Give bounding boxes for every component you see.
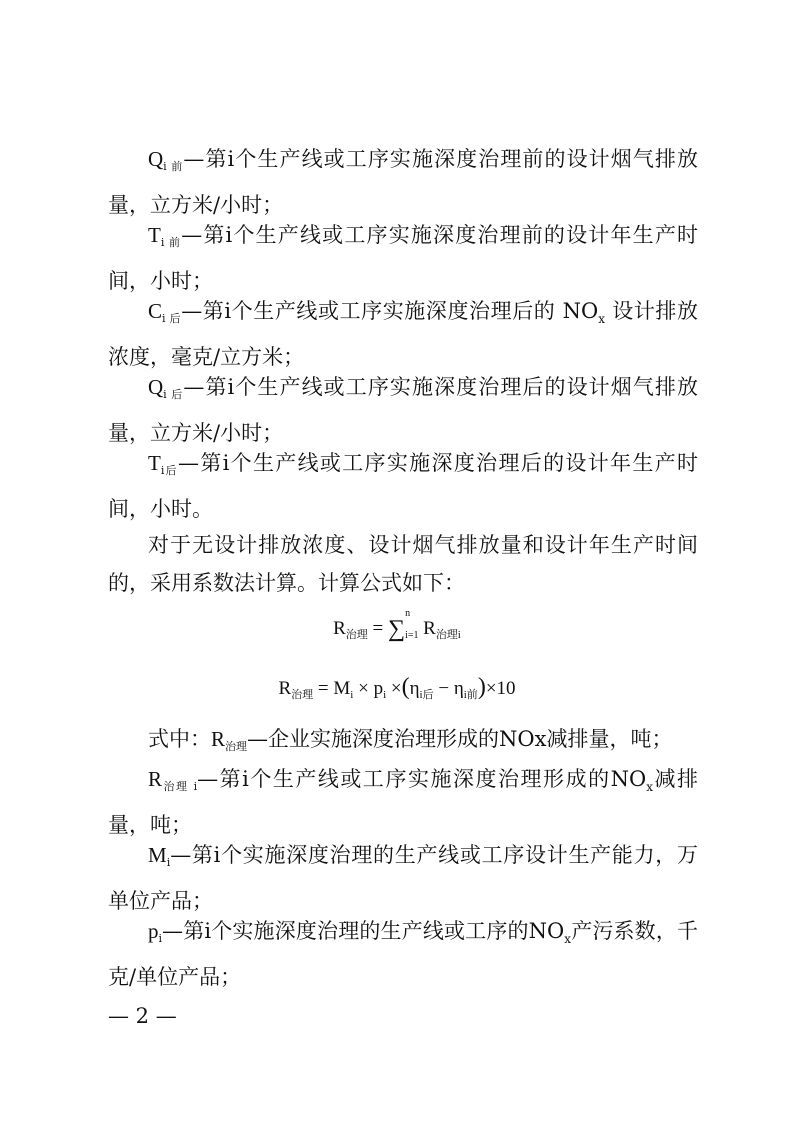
formula-lhs: R [333, 618, 346, 639]
symbol-subscript: i [158, 932, 163, 945]
formula-tail: ×10 [485, 678, 516, 699]
formula-p-subscript: i [383, 689, 387, 701]
formula-m-subscript: i [350, 689, 354, 701]
definition-text: —第i个生产线或工序实施深度治理前的设计烟气排放量，立方米/小时； [108, 147, 698, 217]
nox-subscript: x [598, 312, 605, 326]
formula-times: × [390, 678, 402, 699]
definition-t-before [108, 216, 698, 300]
summation-sign: ∑ [388, 616, 406, 642]
formula-equals: = [317, 678, 329, 699]
definition-text: —企业实施深度治理形成的NOx减排量，吨； [247, 727, 673, 751]
formula-minus: − [438, 678, 450, 699]
definition-c-after [108, 292, 698, 376]
definition-q-after [108, 368, 698, 452]
definition-text-tail: 减排量，吨； [108, 767, 698, 837]
symbol-t: T [148, 451, 161, 475]
formula-lhs-subscript: 治理 [291, 689, 314, 701]
symbol-subscript: i 后 [163, 388, 184, 401]
coefficient-method-intro: 对于无设计排放浓度、设计烟气排放量和设计年生产时间的，采用系数法计算。计算公式如下： [108, 533, 698, 595]
symbol-m: M [148, 843, 167, 867]
symbol-c: C [148, 299, 163, 323]
summation-limits [405, 607, 419, 641]
formula-reduction [0, 674, 794, 702]
symbol-subscript: 治理 i [162, 780, 198, 793]
symbol-q: Q [148, 375, 164, 399]
formula-right-paren: ) [477, 674, 486, 700]
formula-rhs: R [423, 618, 436, 639]
formula-times: × [358, 678, 369, 699]
formula-lhs: R [278, 678, 292, 699]
definition-t-after [108, 444, 698, 528]
formula-eta-after-subscript: i后 [419, 689, 434, 701]
definition-text: —第i个实施深度治理的生产线或工序的NO [162, 919, 565, 943]
summation-upper: n [405, 607, 411, 619]
symbol-q: Q [148, 147, 164, 171]
symbol-t: T [148, 223, 161, 247]
definition-text: —第i个生产线或工序实施深度治理形成的NO [197, 767, 647, 791]
definition-q-before [108, 140, 698, 224]
symbol-subscript: i [166, 856, 171, 869]
definition-text: —第i个生产线或工序实施深度治理后的 NO [181, 299, 599, 323]
formula-equals: = [372, 618, 384, 639]
symbol-subscript: i 前 [160, 236, 182, 249]
symbol-r: R [211, 727, 226, 751]
where-prefix: 式中： [148, 727, 211, 751]
formula-rhs-subscript: 治理i [435, 629, 461, 641]
definition-text: —第i个生产线或工序实施深度治理后的设计烟气排放量，立方米/小时； [108, 375, 698, 445]
formula-left-paren: ( [401, 674, 410, 700]
nox-subscript: x [646, 780, 653, 794]
formula-p: p [373, 678, 384, 699]
definition-text: —第i个生产线或工序实施深度治理后的设计年生产时间，小时。 [108, 451, 698, 521]
summation-lower: i=1 [405, 629, 419, 641]
formula-m: M [333, 678, 351, 699]
symbol-subscript: i 后 [162, 312, 182, 325]
formula-eta-before-subscript: i前 [463, 689, 478, 701]
definition-r-i [108, 760, 698, 844]
definition-text-tail: 设计排放浓度，毫克/立方米； [108, 299, 698, 369]
symbol-p: p [148, 919, 159, 943]
definition-p-i [108, 912, 698, 996]
symbol-subscript: 治理 [225, 740, 248, 753]
definition-text: —第i个实施深度治理的生产线或工序设计生产能力，万单位产品； [108, 843, 698, 913]
symbol-subscript: i后 [160, 464, 178, 477]
formula-sum [0, 607, 794, 642]
definition-text-tail: 产污系数，千克/单位产品； [108, 919, 698, 989]
formula-eta-before: η [453, 678, 464, 699]
nox-subscript: x [564, 932, 572, 946]
definition-text: —第i个生产线或工序实施深度治理前的设计年生产时间，小时； [108, 223, 698, 293]
symbol-r: R [148, 767, 163, 791]
page-number: — 2 — [108, 1004, 177, 1028]
formula-eta-after: η [409, 678, 420, 699]
formula-lhs-subscript: 治理 [345, 629, 368, 641]
symbol-subscript: i 前 [163, 160, 184, 173]
definition-m-i [108, 836, 698, 920]
